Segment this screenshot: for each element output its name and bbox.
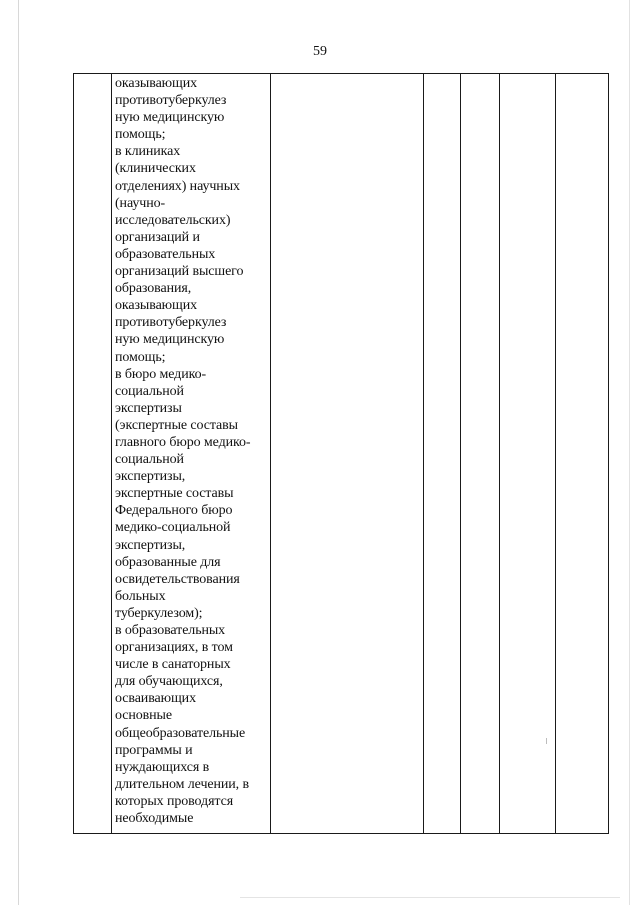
column-divider-4 <box>460 74 461 833</box>
column-divider-3 <box>423 74 424 833</box>
scan-edge-left <box>18 0 19 905</box>
scan-edge-bottom <box>240 897 620 898</box>
page-number: 59 <box>313 44 327 59</box>
scan-edge-right <box>629 0 630 905</box>
scan-speck <box>546 738 547 744</box>
table-cell-description: оказывающих противотуберкулез ную медицинскую помощь; в клиниках (клинических отделениях) научных (научно- исследовательских) организаций и образовательных организаций высшего образования, оказывающих противотуберкулез ную медицинскую помощь; в бюро медико- социальной экспертизы (экспертные составы главного бюро медико- социальной экспертизы, экспертные составы Федерального бюро медико-социальной экспертизы, образованные для освидетельствования больных туберкулезом); в образовательных организациях, в том числе в санаторных для обучающихся, осваивающих основные общеобразовательные программы и нуждающихся в длительном лечении, в которых проводятся необходимые <box>115 76 251 827</box>
document-table <box>73 73 609 834</box>
column-divider-5 <box>499 74 500 833</box>
column-divider-1 <box>111 74 112 833</box>
column-divider-6 <box>555 74 556 833</box>
